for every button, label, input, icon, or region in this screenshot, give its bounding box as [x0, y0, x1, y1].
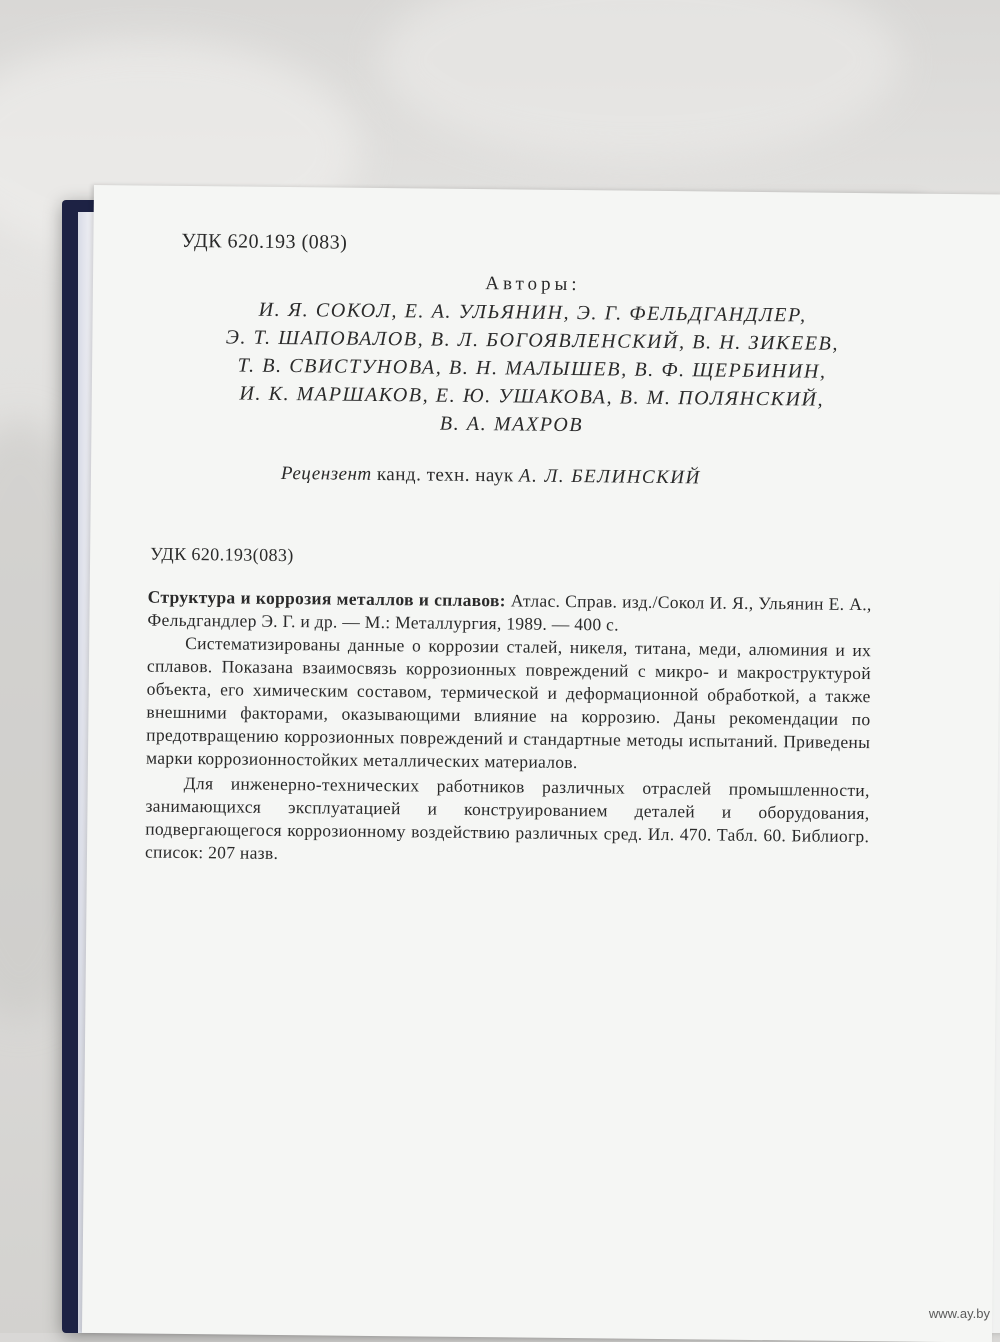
reviewer-degree: канд. техн. наук	[376, 463, 514, 487]
bibliographic-card	[145, 586, 872, 872]
udk-code-card: УДК 620.193(083)	[150, 543, 294, 566]
authors-line: В. А. МАХРОВ	[439, 412, 584, 437]
audience-paragraph: Для инженерно-технических работников различных отраслей промышленности, занимающихся эксплуатацией и конструированием деталей и оборудования, подвергающегося коррозионному воздействию различных сред. Ил. 470. Табл. 60. Библиогр. список: 207 назв.	[144, 772, 870, 863]
bibliographic-details: Атлас. Справ. изд./Сокол И. Я., Ульянин Е. А., Фельдгандлер Э. Г. и др. — М.: Металлургия, 1989. — 400 с.	[147, 590, 872, 635]
authors-heading: Авторы:	[485, 273, 581, 296]
authors-line: Э. Т. ШАПОВАЛОВ, В. Л. БОГОЯВЛЕНСКИЙ, В. Н. ЗИКЕЕВ,	[225, 326, 840, 355]
reviewer-line	[281, 463, 701, 489]
reviewer-role: Рецензент	[280, 462, 372, 485]
authors-line: Т. В. СВИСТУНОВА, В. Н. МАЛЫШЕВ, В. Ф. ЩЕРБИНИН,	[237, 354, 827, 383]
bibliographic-entry	[147, 586, 871, 640]
udk-code-top: УДК 620.193 (083)	[181, 229, 348, 254]
watermark: www.ay.by	[928, 1306, 990, 1321]
reviewer-name: А. Л. БЕЛИНСКИЙ	[518, 465, 701, 489]
authors-line: И. К. МАРШАКОВ, Е. Ю. УШАКОВА, В. М. ПОЛЯНСКИЙ,	[239, 382, 825, 411]
fabric-fold	[380, 0, 900, 160]
book-page	[82, 185, 1000, 1342]
book-title: Структура и коррозия металлов и сплавов:	[147, 586, 506, 611]
annotation-paragraph: Систематизированы данные о коррозии сталей, никеля, титана, меди, алюминия и их сплавов. Показана взаимосвязь коррозионных повреждений с микро- и макроструктурой объекта, его химическим составом, термической и деформационной обработкой, а также внешними факторами, оказывающими влияние на коррозию. Даны рекомендации по предотвращению коррозионных повреждений и стандартные методы испытаний. Приведены марки коррозионностойких металлических материалов.	[145, 632, 872, 773]
authors-line: И. Я. СОКОЛ, Е. А. УЛЬЯНИН, Э. Г. ФЕЛЬДГАНДЛЕР,	[258, 298, 807, 327]
